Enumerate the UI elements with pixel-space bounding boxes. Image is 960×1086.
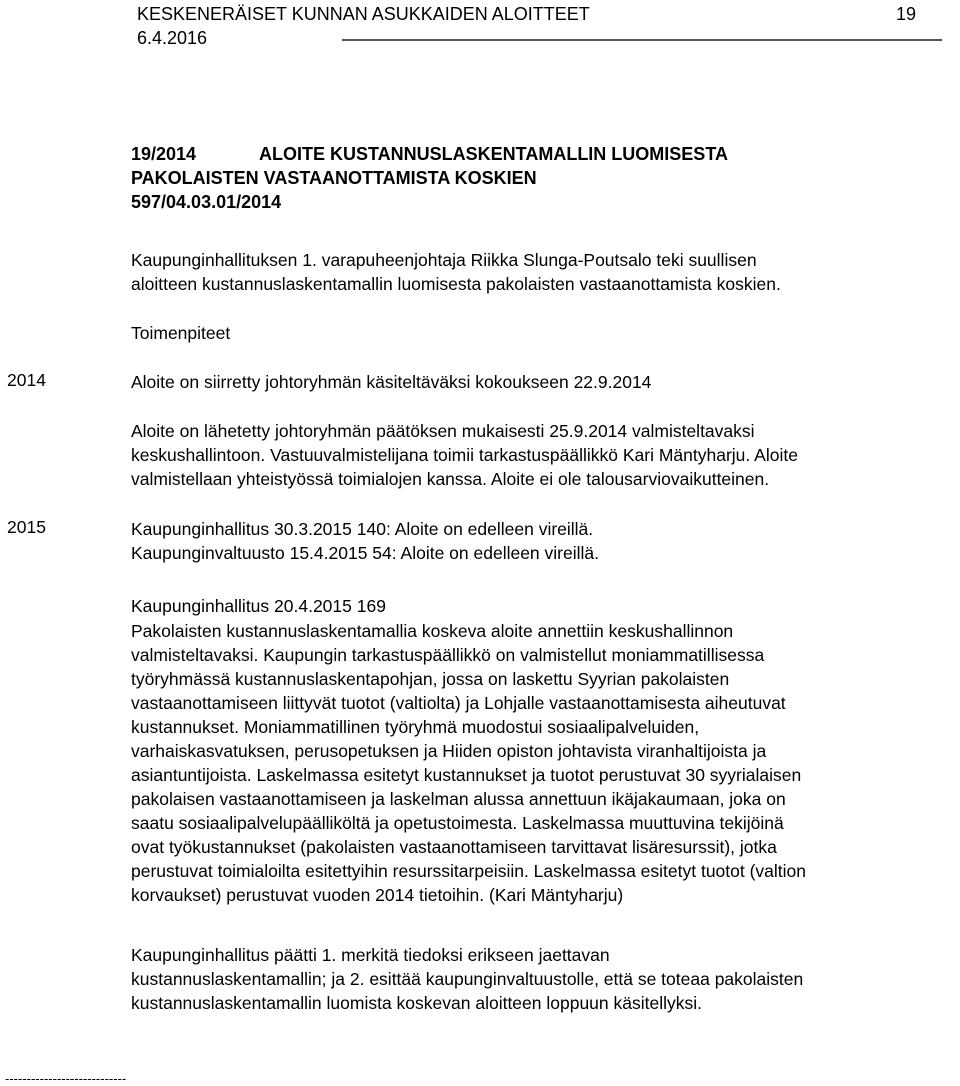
kh-20-4-2015-heading: Kaupunginhallitus 20.4.2015 169 bbox=[131, 596, 386, 616]
initiative-title-line1: ALOITE KUSTANNUSLASKENTAMALLIN LUOMISESTA bbox=[259, 144, 728, 164]
text-line: Kaupunginhallitus 30.3.2015 140: Aloite on edelleen vireillä. bbox=[131, 519, 594, 539]
text-line: keskushallintoon. Vastuuvalmistelijana toimii tarkastuspäällikkö Kari Mäntyharju. Aloite bbox=[131, 445, 798, 465]
text-line: Kaupunginvaltuusto 15.4.2015 54: Aloite on edelleen vireillä. bbox=[131, 543, 599, 563]
text-line: valmisteltavaksi. Kaupungin tarkastuspäällikkö on valmistellut moniammatillisessa bbox=[131, 645, 765, 665]
entry-2015-lines bbox=[131, 517, 951, 565]
text-line: varhaiskasvatuksen, perusopetuksen ja Hiiden opiston johtavista viranhaltijoista ja bbox=[131, 741, 767, 761]
text-line: ovat työkustannukset (pakolaisten vastaanottamiseen tarvittavat lisäresurssit), jotka bbox=[131, 837, 777, 857]
entry-2014-paragraph bbox=[131, 419, 951, 491]
text-line: vastaanottamiseen liittyvät tuotot (valtiolta) ja Lohjalle vastaanottamisesta aiheutuvat bbox=[131, 693, 786, 713]
text-line: Aloite on lähetetty johtoryhmän päätöksen mukaisesti 25.9.2014 valmisteltavaksi bbox=[131, 421, 755, 441]
text-line: valmistellaan yhteistyössä toimialojen kanssa. Aloite ei ole talousarviovaikutteinen. bbox=[131, 469, 770, 489]
header-rule bbox=[342, 39, 942, 41]
document-header-title: KESKENERÄISET KUNNAN ASUKKAIDEN ALOITTEET bbox=[137, 4, 590, 24]
year-label-2014: 2014 bbox=[7, 370, 46, 390]
text-line: korvaukset) perustuvat vuoden 2014 tietoihin. (Kari Mäntyharju) bbox=[131, 885, 624, 905]
document-date: 6.4.2016 bbox=[137, 28, 208, 48]
text-line: kustannuslaskentamallin; ja 2. esittää kaupunginvaltuustolle, että se toteaa pakolaisten bbox=[131, 969, 804, 989]
kh-20-4-2015-paragraph bbox=[131, 619, 951, 907]
footer-rule: ---------------------------- bbox=[5, 1071, 127, 1086]
section-label-toimenpiteet: Toimenpiteet bbox=[131, 323, 231, 343]
text-line: Kaupunginhallitus päätti 1. merkitä tiedoksi erikseen jaettavan bbox=[131, 945, 610, 965]
initiative-dnro: 597/04.03.01/2014 bbox=[131, 192, 282, 212]
text-line: kustannuslaskentamallin luomista koskevan aloitteen loppuun käsitellyksi. bbox=[131, 993, 703, 1013]
text-line: työryhmässä kustannuslaskentapohjan, jossa on laskettu Syyrian pakolaisten bbox=[131, 669, 730, 689]
initiative-title-line2: PAKOLAISTEN VASTAANOTTAMISTA KOSKIEN bbox=[131, 168, 537, 188]
text-line: aloitteen kustannuslaskentamallin luomisesta pakolaisten vastaanottamista koskien. bbox=[131, 274, 781, 294]
year-label-2015: 2015 bbox=[7, 517, 46, 537]
text-line: pakolaisen vastaanottamiseen ja laskelman alussa annettuun ikäjakaumaan, joka on bbox=[131, 789, 786, 809]
intro-paragraph bbox=[131, 248, 951, 296]
text-line: Kaupunginhallituksen 1. varapuheenjohtaja Riikka Slunga-Poutsalo teki suullisen bbox=[131, 250, 757, 270]
initiative-number: 19/2014 bbox=[131, 144, 197, 164]
text-line: kustannukset. Moniammatillinen työryhmä muodostui sosiaalipalveluiden, bbox=[131, 717, 700, 737]
text-line: Pakolaisten kustannuslaskentamallia koskeva aloite annettiin keskushallinnon bbox=[131, 621, 734, 641]
page-number: 19 bbox=[896, 4, 917, 24]
text-line: saatu sosiaalipalvelupäälliköltä ja opetustoimesta. Laskelmassa muuttuvina tekijöinä bbox=[131, 813, 784, 833]
entry-2014-line1: Aloite on siirretty johtoryhmän käsiteltäväksi kokoukseen 22.9.2014 bbox=[131, 372, 652, 392]
text-line: asiantuntijoista. Laskelmassa esitetyt kustannukset ja tuotot perustuvat 30 syyrialaisen bbox=[131, 765, 802, 785]
text-line: perustuvat toimialoilta esitettyihin resurssitarpeisiin. Laskelmassa esitetyt tuotot (valtion bbox=[131, 861, 807, 881]
decision-paragraph bbox=[131, 943, 951, 1015]
